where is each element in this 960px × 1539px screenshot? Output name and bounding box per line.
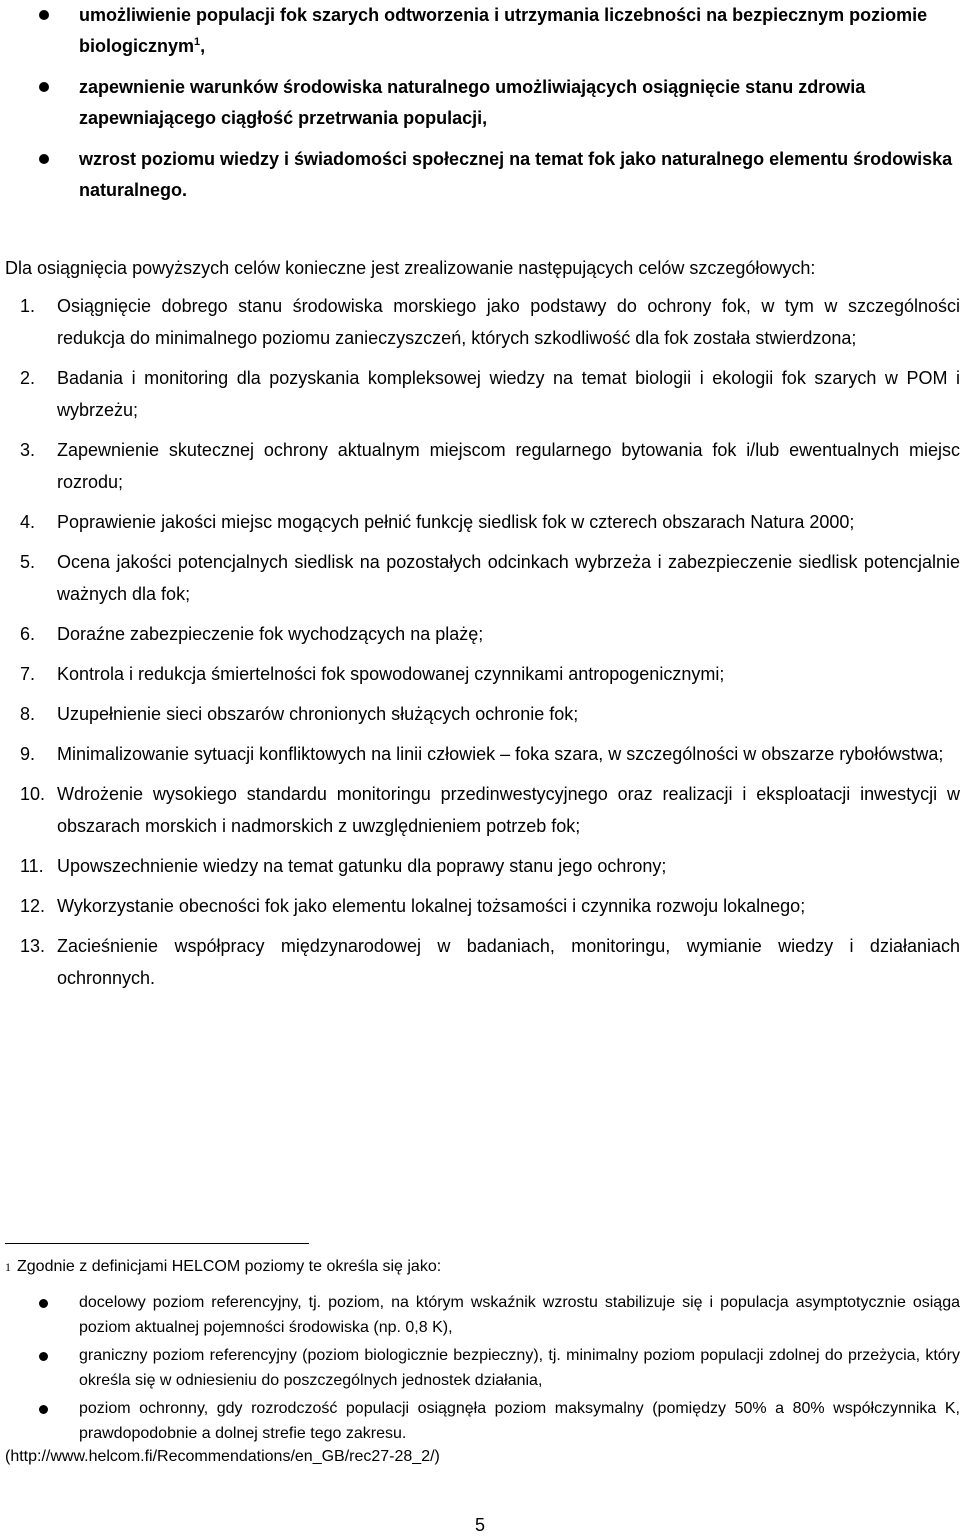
- objective-text: Minimalizowanie sytuacji konfliktowych na linii człowiek – foka szara, w szczególności w obszarze rybołówstwa;: [57, 744, 944, 764]
- footnote-item: [0, 1343, 960, 1393]
- objective-text: Wdrożenie wysokiego standardu monitoringu przedinwestycyjnego oraz realizacji i eksploatacji inwestycji w obszarach morskich i nadmorskich z uwzględnieniem potrzeb fok;: [57, 784, 960, 836]
- objective-number: 11.: [20, 856, 44, 876]
- objective-item: [0, 658, 960, 690]
- bullet-icon: [39, 1299, 48, 1308]
- footnote-source-link[interactable]: (http://www.helcom.fi/Recommendations/en_GB/rec27-28_2/): [5, 1448, 440, 1465]
- goal-suffix: ,: [200, 36, 206, 56]
- goal-item: [0, 0, 960, 62]
- bullet-icon: [39, 10, 49, 20]
- footnote-list: [0, 1290, 960, 1449]
- objective-text: Kontrola i redukcja śmiertelności fok spowodowanej czynnikami antropogenicznymi;: [57, 664, 725, 684]
- goal-item: [0, 72, 960, 134]
- footnote-heading: [5, 1253, 945, 1281]
- footnote-item: [0, 1290, 960, 1340]
- bullet-icon: [39, 1352, 48, 1361]
- footnote-item-text: docelowy poziom referencyjny, tj. poziom, na którym wskaźnik wzrostu stabilizuje się i populacja asymptotycznie osiąga poziom aktualnej pojemności środowiska (np. 0,8 K),: [79, 1294, 960, 1336]
- footnote-text: Zgodnie z definicjami HELCOM poziomy te określa się jako:: [17, 1258, 442, 1275]
- objective-number: 12.: [20, 896, 46, 916]
- objective-text: Upowszechnienie wiedzy na temat gatunku dla poprawy stanu jego ochrony;: [57, 856, 667, 876]
- footnote-mark: 1: [5, 1260, 11, 1274]
- objective-item: [0, 698, 960, 730]
- intro-paragraph: Dla osiągnięcia powyższych celów konieczne jest zrealizowanie następujących celów szczegółowych:: [5, 258, 816, 278]
- goal-text: zapewnienie warunków środowiska naturalnego umożliwiających osiągnięcie stanu zdrowia zapewniającego ciągłość przetrwania populacji,: [79, 77, 866, 128]
- bullet-icon: [39, 82, 49, 92]
- objective-text: Doraźne zabezpieczenie fok wychodzących na plażę;: [57, 624, 484, 644]
- objective-item: [0, 778, 960, 842]
- objective-text: Poprawienie jakości miejsc mogących pełnić funkcję siedlisk fok w czterech obszarach Natura 2000;: [57, 512, 855, 532]
- objective-number: 3.: [20, 440, 36, 460]
- objective-item: [0, 738, 960, 770]
- objective-text: Uzupełnienie sieci obszarów chronionych służących ochronie fok;: [57, 704, 579, 724]
- objective-number: 2.: [20, 368, 36, 388]
- objective-number: 8.: [20, 704, 36, 724]
- objective-text: Zacieśnienie współpracy międzynarodowej w badaniach, monitoringu, wymianie wiedzy i działaniach ochronnych.: [57, 936, 960, 988]
- goals-list: [0, 0, 960, 216]
- objective-item: [0, 850, 960, 882]
- goal-text: umożliwienie populacji fok szarych odtworzenia i utrzymania liczebności na bezpiecznym poziomie biologicznym: [79, 5, 928, 56]
- objective-number: 5.: [20, 552, 36, 572]
- objective-item: [0, 434, 960, 498]
- objective-number: 1.: [20, 296, 36, 316]
- objective-item: [0, 890, 960, 922]
- goal-item: [0, 144, 960, 206]
- bullet-icon: [39, 1405, 48, 1414]
- objective-number: 13.: [20, 936, 46, 956]
- footnote-item: [0, 1396, 960, 1446]
- objective-text: Wykorzystanie obecności fok jako elementu lokalnej tożsamości i czynnika rozwoju lokalnego;: [57, 896, 806, 916]
- objective-item: [0, 546, 960, 610]
- objective-text: Ocena jakości potencjalnych siedlisk na pozostałych odcinkach wybrzeża i zabezpieczenie siedlisk potencjalnie ważnych dla fok;: [57, 552, 960, 604]
- bullet-icon: [39, 154, 49, 164]
- objective-number: 7.: [20, 664, 36, 684]
- objective-item: [0, 618, 960, 650]
- objective-number: 4.: [20, 512, 36, 532]
- footnote-separator: [5, 1243, 309, 1244]
- objectives-list: [0, 290, 960, 1002]
- objective-item: [0, 506, 960, 538]
- page-number: 5: [474, 1515, 485, 1535]
- objective-item: [0, 290, 960, 354]
- footnote-item-text: graniczny poziom referencyjny (poziom biologicznie bezpieczny), tj. minimalny poziom populacji zdolnej do przeżycia, który określa się w odniesieniu do poszczególnych jednostek działania,: [79, 1347, 960, 1389]
- objective-number: 9.: [20, 744, 36, 764]
- objective-text: Zapewnienie skutecznej ochrony aktualnym miejscom regularnego bytowania fok i/lub ewentualnych miejsc rozrodu;: [57, 440, 960, 492]
- objective-item: [0, 362, 960, 426]
- objective-item: [0, 930, 960, 994]
- footnote-ref[interactable]: 1: [194, 36, 201, 48]
- objective-number: 10.: [20, 784, 46, 804]
- footnote-item-text: poziom ochronny, gdy rozrodczość populacji osiągnęła poziom maksymalny (pomiędzy 50% a 80% współczynnika K, prawdopodobnie a dolnej strefie tego zakresu.: [79, 1400, 960, 1442]
- objective-text: Osiągnięcie dobrego stanu środowiska morskiego jako podstawy do ochrony fok, w tym w szczególności redukcja do minimalnego poziomu zanieczyszczeń, których szkodliwość dla fok została stwierdzona;: [57, 296, 960, 348]
- goal-text: wzrost poziomu wiedzy i świadomości społecznej na temat fok jako naturalnego elementu środowiska naturalnego.: [79, 149, 953, 200]
- objective-number: 6.: [20, 624, 36, 644]
- objective-text: Badania i monitoring dla pozyskania kompleksowej wiedzy na temat biologii i ekologii fok szarych w POM i wybrzeżu;: [57, 368, 960, 420]
